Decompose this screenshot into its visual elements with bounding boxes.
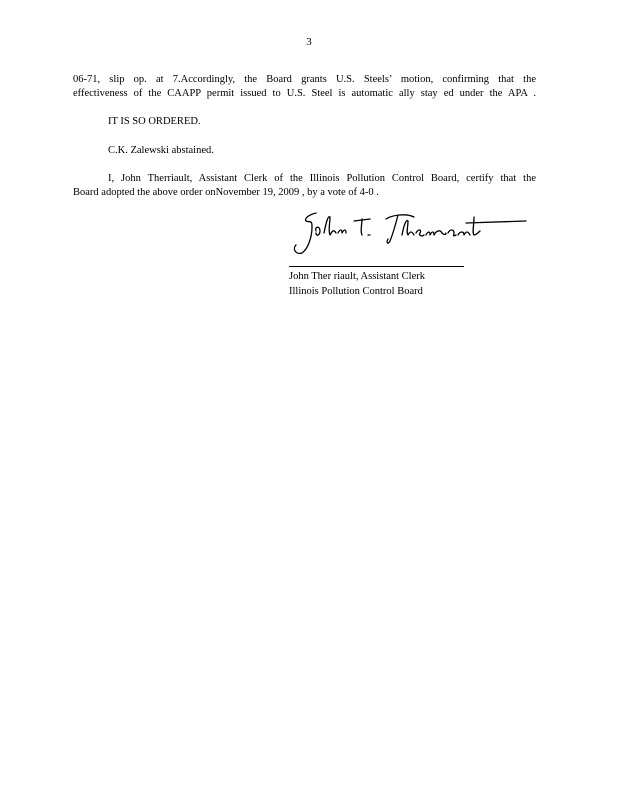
signatory-name-title: John Ther riault, Assistant Clerk xyxy=(289,271,426,282)
signature-line xyxy=(289,266,464,267)
paragraph-line: effectiveness of the CAAPP permit issued to U.S. Steel is automatic ally stay ed under the APA . xyxy=(73,88,536,99)
handwritten-signature xyxy=(290,205,530,257)
signatory-organization: Illinois Pollution Control Board xyxy=(289,286,423,297)
order-statement: IT IS SO ORDERED. xyxy=(108,116,201,127)
certification-line: Board adopted the above order onNovember 19, 2009 , by a vote of 4-0 . xyxy=(73,187,379,198)
certification-line: I, John Therriault, Assistant Clerk of the Illinois Pollution Control Board, certify that the xyxy=(108,173,536,184)
abstention-note: C.K. Zalewski abstained. xyxy=(108,145,214,156)
paragraph-line: 06-71, slip op. at 7.Accordingly, the Board grants U.S. Steels’ motion, confirming that the xyxy=(73,74,536,85)
page-number: 3 xyxy=(306,36,312,48)
